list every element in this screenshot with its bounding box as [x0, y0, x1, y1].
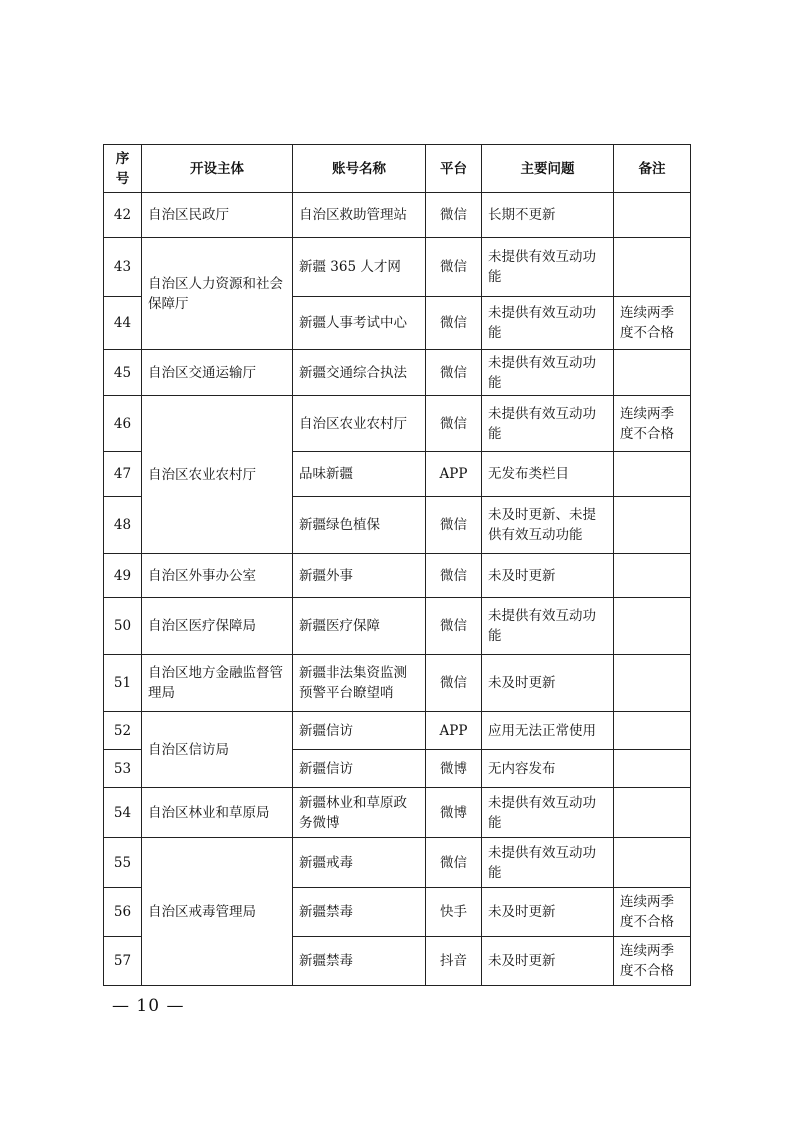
row-entity: 自治区医疗保障局 [142, 598, 293, 655]
header-issue: 主要问题 [482, 145, 614, 193]
row-account: 新疆林业和草原政务微博 [293, 788, 426, 838]
row-note [614, 712, 691, 750]
row-issue: 未提供有效互动功能 [482, 788, 614, 838]
row-platform: 微博 [426, 750, 482, 788]
row-note: 连续两季度不合格 [614, 888, 691, 937]
row-issue: 未提供有效互动功能 [482, 396, 614, 452]
table-row [104, 554, 691, 598]
row-entity: 自治区交通运输厅 [142, 350, 293, 396]
row-platform: APP [426, 712, 482, 750]
header-entity: 开设主体 [142, 145, 293, 193]
row-account: 新疆禁毒 [293, 888, 426, 937]
row-note [614, 655, 691, 712]
row-issue: 应用无法正常使用 [482, 712, 614, 750]
row-note [614, 193, 691, 238]
table-row [104, 193, 691, 238]
row-account: 新疆外事 [293, 554, 426, 598]
row-issue: 无发布类栏目 [482, 452, 614, 497]
row-platform: 微信 [426, 396, 482, 452]
row-issue: 未提供有效互动功能 [482, 598, 614, 655]
page-number: — 10 — [112, 996, 185, 1016]
row-index: 48 [104, 497, 142, 554]
row-entity: 自治区民政厅 [142, 193, 293, 238]
row-platform: 微信 [426, 193, 482, 238]
row-platform: 微信 [426, 655, 482, 712]
row-platform: 微信 [426, 350, 482, 396]
row-issue: 未及时更新 [482, 655, 614, 712]
row-account: 新疆绿色植保 [293, 497, 426, 554]
row-entity: 自治区人力资源和社会保障厅 [142, 238, 293, 350]
row-issue: 未及时更新 [482, 554, 614, 598]
row-entity: 自治区戒毒管理局 [142, 838, 293, 986]
row-note [614, 497, 691, 554]
row-index: 49 [104, 554, 142, 598]
row-platform: 微博 [426, 788, 482, 838]
row-note [614, 838, 691, 888]
row-index: 50 [104, 598, 142, 655]
row-note: 连续两季度不合格 [614, 937, 691, 986]
row-note: 连续两季度不合格 [614, 297, 691, 350]
row-account: 新疆戒毒 [293, 838, 426, 888]
header-account: 账号名称 [293, 145, 426, 193]
row-platform: APP [426, 452, 482, 497]
row-platform: 微信 [426, 598, 482, 655]
row-index: 52 [104, 712, 142, 750]
row-entity: 自治区信访局 [142, 712, 293, 788]
row-note [614, 750, 691, 788]
row-index: 44 [104, 297, 142, 350]
row-index: 42 [104, 193, 142, 238]
row-entity: 自治区地方金融监督管理局 [142, 655, 293, 712]
row-account: 自治区救助管理站 [293, 193, 426, 238]
row-platform: 微信 [426, 554, 482, 598]
row-platform: 微信 [426, 238, 482, 297]
row-index: 47 [104, 452, 142, 497]
row-note [614, 350, 691, 396]
header-index: 序号 [104, 145, 142, 193]
row-entity: 自治区农业农村厅 [142, 396, 293, 554]
row-account: 新疆 365 人才网 [293, 238, 426, 297]
row-platform: 抖音 [426, 937, 482, 986]
row-platform: 微信 [426, 838, 482, 888]
row-issue: 未提供有效互动功能 [482, 838, 614, 888]
row-issue: 未及时更新 [482, 888, 614, 937]
table-row [104, 598, 691, 655]
row-index: 51 [104, 655, 142, 712]
row-note [614, 238, 691, 297]
row-index: 45 [104, 350, 142, 396]
table-row [104, 788, 691, 838]
row-issue: 未提供有效互动功能 [482, 238, 614, 297]
row-platform: 微信 [426, 497, 482, 554]
row-note: 连续两季度不合格 [614, 396, 691, 452]
table-row [104, 712, 691, 750]
row-index: 43 [104, 238, 142, 297]
row-note [614, 554, 691, 598]
row-account: 新疆人事考试中心 [293, 297, 426, 350]
row-account: 新疆医疗保障 [293, 598, 426, 655]
row-issue: 长期不更新 [482, 193, 614, 238]
row-account: 新疆非法集资监测预警平台瞭望哨 [293, 655, 426, 712]
row-issue: 未提供有效互动功能 [482, 297, 614, 350]
row-issue: 未及时更新 [482, 937, 614, 986]
row-account: 自治区农业农村厅 [293, 396, 426, 452]
header-platform: 平台 [426, 145, 482, 193]
row-index: 54 [104, 788, 142, 838]
row-platform: 快手 [426, 888, 482, 937]
row-platform: 微信 [426, 297, 482, 350]
row-entity: 自治区林业和草原局 [142, 788, 293, 838]
table-row [104, 838, 691, 888]
row-index: 55 [104, 838, 142, 888]
row-note [614, 598, 691, 655]
issues-table [103, 144, 691, 986]
header-note: 备注 [614, 145, 691, 193]
row-account: 品味新疆 [293, 452, 426, 497]
row-note [614, 788, 691, 838]
row-index: 46 [104, 396, 142, 452]
row-index: 57 [104, 937, 142, 986]
table-row [104, 396, 691, 452]
row-index: 56 [104, 888, 142, 937]
row-account: 新疆信访 [293, 750, 426, 788]
table-row [104, 350, 691, 396]
row-account: 新疆交通综合执法 [293, 350, 426, 396]
row-index: 53 [104, 750, 142, 788]
row-account: 新疆信访 [293, 712, 426, 750]
row-issue: 无内容发布 [482, 750, 614, 788]
row-issue: 未提供有效互动功能 [482, 350, 614, 396]
table-row [104, 655, 691, 712]
row-note [614, 452, 691, 497]
row-entity: 自治区外事办公室 [142, 554, 293, 598]
row-issue: 未及时更新、未提供有效互动功能 [482, 497, 614, 554]
table-header-row [104, 145, 691, 193]
table-row [104, 238, 691, 297]
row-account: 新疆禁毒 [293, 937, 426, 986]
